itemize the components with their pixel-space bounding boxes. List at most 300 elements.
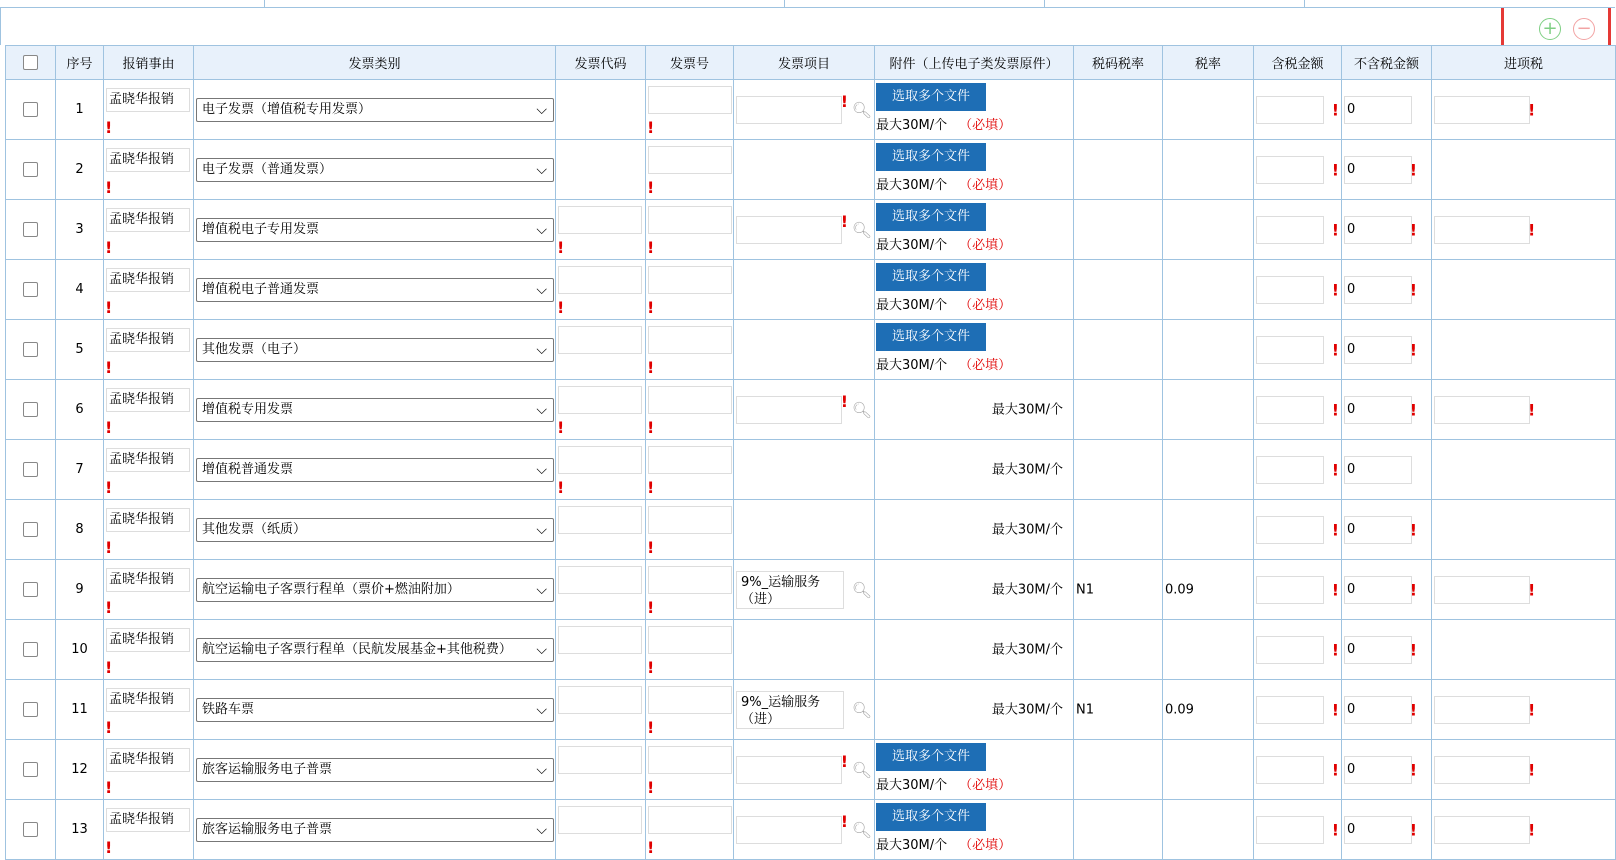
select-files-button[interactable]: 选取多个文件 — [876, 143, 986, 171]
header-invoice-code: 发票代码 — [556, 46, 646, 80]
amount-incl-input[interactable] — [1256, 456, 1324, 484]
input-tax-input[interactable] — [1434, 216, 1530, 244]
invoice-item-cell[interactable] — [734, 500, 875, 560]
amount-incl-input[interactable] — [1256, 516, 1324, 544]
required-marker: ! — [1331, 400, 1339, 419]
reason-cell[interactable] — [104, 440, 194, 500]
required-note: （必填） — [959, 298, 1012, 313]
amount-excl-cell[interactable] — [1342, 680, 1432, 740]
category-select[interactable] — [196, 518, 554, 542]
tax-rate-cell — [1163, 620, 1254, 680]
reason-cell[interactable] — [104, 140, 194, 200]
amount-excl-input[interactable]: 0 — [1344, 276, 1412, 304]
remove-row-button[interactable] — [1573, 18, 1595, 40]
table-row — [6, 200, 1616, 260]
select-files-button[interactable]: 选取多个文件 — [876, 323, 986, 351]
amount-incl-input[interactable] — [1256, 816, 1324, 844]
invoice-code-input[interactable] — [558, 686, 642, 714]
invoice-number-cell[interactable] — [646, 140, 734, 200]
amount-excl-cell[interactable] — [1342, 440, 1432, 500]
select-files-button[interactable]: 选取多个文件 — [876, 803, 986, 831]
attachment-cell — [875, 560, 1074, 620]
row-select-cell[interactable] — [6, 140, 56, 200]
row-checkbox[interactable] — [23, 102, 38, 117]
invoice-number-cell[interactable] — [646, 560, 734, 620]
invoice-number-cell[interactable] — [646, 800, 734, 860]
header-amount-excl-tax: 不含税金额 — [1342, 46, 1432, 80]
invoice-code-input[interactable] — [558, 446, 642, 474]
invoice-number-cell[interactable] — [646, 500, 734, 560]
amount-excl-input[interactable]: 0 — [1344, 516, 1412, 544]
amount-excl-input[interactable]: 0 — [1344, 696, 1412, 724]
invoice-number-cell[interactable] — [646, 440, 734, 500]
category-select[interactable] — [196, 818, 554, 842]
invoice-number-input[interactable] — [648, 446, 732, 474]
category-cell[interactable] — [194, 320, 556, 380]
amount-excl-input[interactable]: 0 — [1344, 456, 1412, 484]
invoice-code-input[interactable] — [558, 206, 642, 234]
attachment-cell — [875, 500, 1074, 560]
invoice-number-input[interactable] — [648, 686, 732, 714]
search-icon[interactable]: 🔍︎ — [851, 700, 872, 719]
reason-input[interactable]: 孟晓华报销 — [106, 268, 190, 292]
row-checkbox[interactable] — [23, 762, 38, 777]
row-checkbox[interactable] — [23, 402, 38, 417]
invoice-number-input[interactable] — [648, 506, 732, 534]
amount-incl-cell[interactable] — [1254, 80, 1342, 140]
tax-rate-cell — [1163, 80, 1254, 140]
amount-excl-input[interactable]: 0 — [1344, 216, 1412, 244]
required-marker: ! — [1409, 280, 1417, 299]
amount-incl-input[interactable] — [1256, 576, 1324, 604]
add-row-button[interactable] — [1539, 18, 1561, 40]
invoice-code-cell[interactable] — [556, 620, 646, 680]
invoice-code-cell[interactable] — [556, 380, 646, 440]
invoice-table — [5, 45, 1616, 860]
required-marker: ! — [1331, 280, 1339, 299]
category-cell[interactable] — [194, 740, 556, 800]
invoice-item-cell[interactable] — [734, 320, 875, 380]
category-value: 电子发票（增值税专用发票） — [202, 101, 372, 117]
invoice-code-input[interactable] — [558, 746, 642, 774]
invoice-code-input[interactable] — [558, 806, 642, 834]
max-size-text: 最大30M/个 — [991, 402, 1063, 418]
amount-incl-input[interactable] — [1256, 336, 1324, 364]
search-icon[interactable]: 🔍︎ — [851, 760, 872, 779]
amount-excl-cell[interactable] — [1342, 200, 1432, 260]
category-select[interactable] — [196, 218, 554, 242]
search-icon[interactable]: 🔍︎ — [851, 220, 872, 239]
select-files-button[interactable]: 选取多个文件 — [876, 743, 986, 771]
required-marker: ! — [647, 598, 655, 617]
reason-cell[interactable] — [104, 620, 194, 680]
invoice-number-cell[interactable] — [646, 380, 734, 440]
category-cell[interactable] — [194, 260, 556, 320]
amount-incl-input[interactable] — [1256, 96, 1324, 124]
required-marker: ! — [1528, 820, 1536, 839]
invoice-number-input[interactable] — [648, 266, 732, 294]
row-select-cell[interactable] — [6, 80, 56, 140]
amount-excl-input[interactable]: 0 — [1344, 156, 1412, 184]
reason-cell[interactable] — [104, 380, 194, 440]
search-icon[interactable]: 🔍︎ — [851, 100, 872, 119]
invoice-item-cell[interactable] — [734, 260, 875, 320]
amount-incl-input[interactable] — [1256, 156, 1324, 184]
invoice-number-input[interactable] — [648, 746, 732, 774]
attachment-cell — [875, 620, 1074, 680]
amount-incl-input[interactable] — [1256, 696, 1324, 724]
reason-cell[interactable] — [104, 260, 194, 320]
invoice-number-input[interactable] — [648, 386, 732, 414]
invoice-code-cell[interactable] — [556, 680, 646, 740]
invoice-code-cell[interactable] — [556, 560, 646, 620]
amount-excl-input[interactable]: 0 — [1344, 336, 1412, 364]
amount-incl-input[interactable] — [1256, 216, 1324, 244]
row-checkbox[interactable] — [23, 342, 38, 357]
row-select-cell[interactable] — [6, 560, 56, 620]
max-size-text: 最大30M/个 — [876, 298, 948, 313]
category-cell[interactable] — [194, 80, 556, 140]
reason-cell[interactable] — [104, 800, 194, 860]
reason-cell[interactable] — [104, 80, 194, 140]
invoice-number-input[interactable] — [648, 146, 732, 174]
input-tax-cell[interactable] — [1432, 260, 1616, 320]
invoice-number-input[interactable] — [648, 566, 732, 594]
category-cell[interactable] — [194, 140, 556, 200]
search-icon[interactable]: 🔍︎ — [851, 580, 872, 599]
attachment-cell — [875, 320, 1074, 380]
amount-incl-cell[interactable] — [1254, 440, 1342, 500]
reason-input[interactable]: 孟晓华报销 — [106, 748, 190, 772]
row-select-cell[interactable] — [6, 380, 56, 440]
invoice-code-input[interactable] — [558, 386, 642, 414]
invoice-item-input[interactable] — [736, 396, 842, 424]
reason-cell[interactable] — [104, 740, 194, 800]
category-select[interactable] — [196, 98, 554, 122]
invoice-code-input[interactable] — [558, 266, 642, 294]
input-tax-cell[interactable] — [1432, 140, 1616, 200]
select-all-checkbox[interactable] — [23, 55, 38, 70]
attachment-cell — [875, 200, 1074, 260]
amount-excl-cell[interactable] — [1342, 260, 1432, 320]
amount-excl-cell[interactable] — [1342, 140, 1432, 200]
required-marker: ! — [105, 418, 113, 437]
row-checkbox[interactable] — [23, 462, 38, 477]
chevron-down-icon: ⌵ — [536, 281, 547, 298]
tax-rate-cell — [1163, 740, 1254, 800]
max-size-text: 最大30M/个 — [991, 522, 1063, 538]
row-select-cell[interactable] — [6, 740, 56, 800]
row-select-cell[interactable] — [6, 620, 56, 680]
max-size-text: 最大30M/个 — [876, 178, 948, 193]
amount-excl-input[interactable]: 0 — [1344, 396, 1412, 424]
required-marker: ! — [647, 358, 655, 377]
invoice-number-cell[interactable] — [646, 80, 734, 140]
chevron-down-icon: ⌵ — [536, 161, 547, 178]
required-marker: ! — [647, 718, 655, 737]
input-tax-input[interactable] — [1434, 696, 1530, 724]
invoice-number-cell[interactable] — [646, 320, 734, 380]
invoice-item-input[interactable] — [736, 96, 842, 124]
max-size-note — [876, 294, 1011, 313]
input-tax-cell[interactable] — [1432, 320, 1616, 380]
category-cell[interactable] — [194, 440, 556, 500]
amount-incl-input[interactable] — [1256, 636, 1324, 664]
invoice-number-cell[interactable] — [646, 200, 734, 260]
invoice-code-input[interactable] — [558, 506, 642, 534]
invoice-code-cell[interactable] — [556, 80, 646, 140]
required-marker: ! — [557, 418, 565, 437]
category-value: 增值税电子专用发票 — [202, 221, 320, 237]
select-files-button[interactable]: 选取多个文件 — [876, 203, 986, 231]
reason-input[interactable]: 孟晓华报销 — [106, 688, 190, 712]
input-tax-cell[interactable] — [1432, 440, 1616, 500]
table-row — [6, 740, 1616, 800]
invoice-number-input[interactable] — [648, 806, 732, 834]
reason-input[interactable]: 孟晓华报销 — [106, 808, 190, 832]
required-marker: ! — [1331, 760, 1339, 779]
amount-incl-cell[interactable] — [1254, 200, 1342, 260]
invoice-code-cell[interactable] — [556, 500, 646, 560]
reason-input[interactable]: 孟晓华报销 — [106, 508, 190, 532]
invoice-code-cell[interactable] — [556, 740, 646, 800]
required-marker: ! — [1528, 220, 1536, 239]
amount-incl-cell[interactable] — [1254, 260, 1342, 320]
invoice-item-cell[interactable] — [734, 440, 875, 500]
input-tax-cell[interactable] — [1432, 200, 1616, 260]
amount-excl-cell[interactable] — [1342, 740, 1432, 800]
minus-circle-icon: − — [1576, 18, 1592, 39]
invoice-code-cell[interactable] — [556, 440, 646, 500]
category-select[interactable] — [196, 278, 554, 302]
amount-incl-cell[interactable] — [1254, 680, 1342, 740]
invoice-number-cell[interactable] — [646, 740, 734, 800]
invoice-item-cell[interactable] — [734, 200, 875, 260]
top-strip-cell — [785, 0, 1045, 8]
category-value: 其他发票（电子） — [202, 341, 307, 357]
invoice-item-cell[interactable] — [734, 800, 875, 860]
category-value: 电子发票（普通发票） — [202, 161, 333, 177]
invoice-code-cell[interactable] — [556, 800, 646, 860]
category-select[interactable] — [196, 638, 554, 662]
category-cell[interactable] — [194, 620, 556, 680]
category-cell[interactable] — [194, 680, 556, 740]
amount-excl-input[interactable]: 0 — [1344, 636, 1412, 664]
invoice-code-cell[interactable] — [556, 200, 646, 260]
reason-input[interactable]: 孟晓华报销 — [106, 88, 190, 112]
tax-rate-cell — [1163, 200, 1254, 260]
amount-excl-cell[interactable] — [1342, 620, 1432, 680]
reason-cell[interactable] — [104, 320, 194, 380]
category-cell[interactable] — [194, 800, 556, 860]
amount-excl-cell[interactable] — [1342, 80, 1432, 140]
attachment-cell — [875, 440, 1074, 500]
invoice-item-cell[interactable] — [734, 560, 875, 620]
row-select-cell[interactable] — [6, 680, 56, 740]
invoice-number-input[interactable] — [648, 626, 732, 654]
category-select[interactable] — [196, 338, 554, 362]
amount-incl-cell[interactable] — [1254, 140, 1342, 200]
input-tax-cell[interactable] — [1432, 560, 1616, 620]
amount-excl-input[interactable]: 0 — [1344, 816, 1412, 844]
max-size-note — [876, 114, 1011, 133]
reason-input[interactable]: 孟晓华报销 — [106, 148, 190, 172]
required-note: （必填） — [959, 778, 1012, 793]
required-marker: ! — [647, 538, 655, 557]
invoice-code-input[interactable] — [558, 626, 642, 654]
attachment-cell — [875, 680, 1074, 740]
amount-incl-cell[interactable] — [1254, 320, 1342, 380]
row-select-cell[interactable] — [6, 320, 56, 380]
search-icon[interactable]: 🔍︎ — [851, 820, 872, 839]
invoice-item-cell[interactable] — [734, 740, 875, 800]
amount-incl-cell[interactable] — [1254, 500, 1342, 560]
row-checkbox[interactable] — [23, 282, 38, 297]
invoice-item-cell[interactable] — [734, 80, 875, 140]
amount-incl-cell[interactable] — [1254, 740, 1342, 800]
required-marker: ! — [1409, 160, 1417, 179]
category-select[interactable] — [196, 578, 554, 602]
input-tax-cell[interactable] — [1432, 620, 1616, 680]
input-tax-cell[interactable] — [1432, 800, 1616, 860]
reason-input[interactable]: 孟晓华报销 — [106, 568, 190, 592]
invoice-number-input[interactable] — [648, 86, 732, 114]
reason-input[interactable]: 孟晓华报销 — [106, 208, 190, 232]
row-select-cell[interactable] — [6, 440, 56, 500]
category-select[interactable] — [196, 398, 554, 422]
search-icon[interactable]: 🔍︎ — [851, 400, 872, 419]
reason-cell[interactable] — [104, 200, 194, 260]
tax-code-cell — [1074, 140, 1163, 200]
invoice-number-cell[interactable] — [646, 680, 734, 740]
category-select[interactable] — [196, 458, 554, 482]
required-marker: ! — [1409, 340, 1417, 359]
chevron-down-icon: ⌵ — [536, 101, 547, 118]
input-tax-cell[interactable] — [1432, 380, 1616, 440]
amount-incl-cell[interactable] — [1254, 380, 1342, 440]
chevron-down-icon: ⌵ — [536, 761, 547, 778]
input-tax-cell[interactable] — [1432, 740, 1616, 800]
invoice-item-input[interactable] — [736, 816, 842, 844]
amount-excl-input[interactable]: 0 — [1344, 576, 1412, 604]
invoice-item-input[interactable] — [736, 216, 842, 244]
invoice-item-cell[interactable] — [734, 620, 875, 680]
amount-excl-cell[interactable] — [1342, 800, 1432, 860]
input-tax-cell[interactable] — [1432, 500, 1616, 560]
required-note: （必填） — [959, 178, 1012, 193]
invoice-item-value[interactable]: 9%_运输服务（进） — [736, 571, 844, 609]
input-tax-input[interactable] — [1434, 96, 1530, 124]
reason-input[interactable]: 孟晓华报销 — [106, 628, 190, 652]
invoice-number-cell[interactable] — [646, 260, 734, 320]
row-select-cell[interactable] — [6, 200, 56, 260]
amount-excl-cell[interactable] — [1342, 500, 1432, 560]
category-cell[interactable] — [194, 380, 556, 440]
row-select-cell[interactable] — [6, 500, 56, 560]
row-select-cell[interactable] — [6, 260, 56, 320]
required-marker: ! — [647, 118, 655, 137]
input-tax-cell[interactable] — [1432, 80, 1616, 140]
category-select[interactable] — [196, 698, 554, 722]
amount-incl-input[interactable] — [1256, 396, 1324, 424]
select-all-header[interactable] — [6, 46, 56, 80]
row-checkbox[interactable] — [23, 642, 38, 657]
invoice-number-input[interactable] — [648, 206, 732, 234]
row-select-cell[interactable] — [6, 800, 56, 860]
row-checkbox[interactable] — [23, 702, 38, 717]
amount-excl-cell[interactable] — [1342, 560, 1432, 620]
max-size-text: 最大30M/个 — [991, 702, 1063, 718]
invoice-number-cell[interactable] — [646, 620, 734, 680]
category-cell[interactable] — [194, 560, 556, 620]
input-tax-cell[interactable] — [1432, 680, 1616, 740]
input-tax-input[interactable] — [1434, 816, 1530, 844]
input-tax-input[interactable] — [1434, 396, 1530, 424]
invoice-number-input[interactable] — [648, 326, 732, 354]
reason-cell[interactable] — [104, 500, 194, 560]
input-tax-input[interactable] — [1434, 576, 1530, 604]
input-tax-input[interactable] — [1434, 756, 1530, 784]
row-checkbox[interactable] — [23, 582, 38, 597]
row-checkbox[interactable] — [23, 222, 38, 237]
invoice-code-cell[interactable] — [556, 260, 646, 320]
invoice-item-cell[interactable] — [734, 680, 875, 740]
row-number: 6 — [56, 380, 104, 440]
tax-code-cell — [1074, 320, 1163, 380]
category-cell[interactable] — [194, 500, 556, 560]
required-note: （必填） — [959, 118, 1012, 133]
amount-incl-cell[interactable] — [1254, 560, 1342, 620]
chevron-down-icon: ⌵ — [536, 221, 547, 238]
select-files-button[interactable]: 选取多个文件 — [876, 263, 986, 291]
required-marker: ! — [647, 178, 655, 197]
amount-excl-input[interactable]: 0 — [1344, 756, 1412, 784]
category-select[interactable] — [196, 158, 554, 182]
invoice-code-input[interactable] — [558, 566, 642, 594]
reason-cell[interactable] — [104, 680, 194, 740]
invoice-item-cell[interactable] — [734, 380, 875, 440]
row-checkbox[interactable] — [23, 822, 38, 837]
reason-cell[interactable] — [104, 560, 194, 620]
invoice-item-cell[interactable] — [734, 140, 875, 200]
category-select[interactable] — [196, 758, 554, 782]
reason-input[interactable]: 孟晓华报销 — [106, 328, 190, 352]
amount-incl-cell[interactable] — [1254, 800, 1342, 860]
amount-excl-cell[interactable] — [1342, 320, 1432, 380]
category-cell[interactable] — [194, 200, 556, 260]
invoice-code-input[interactable] — [558, 326, 642, 354]
required-marker: ! — [1331, 160, 1339, 179]
row-checkbox[interactable] — [23, 522, 38, 537]
select-files-button[interactable]: 选取多个文件 — [876, 83, 986, 111]
amount-incl-input[interactable] — [1256, 756, 1324, 784]
tax-rate-cell — [1163, 680, 1254, 740]
attachment-cell — [875, 740, 1074, 800]
amount-excl-cell[interactable] — [1342, 380, 1432, 440]
required-marker: ! — [840, 392, 848, 411]
amount-incl-input[interactable] — [1256, 276, 1324, 304]
row-checkbox[interactable] — [23, 162, 38, 177]
reason-input[interactable]: 孟晓华报销 — [106, 448, 190, 472]
invoice-code-cell[interactable] — [556, 140, 646, 200]
invoice-item-value[interactable]: 9%_运输服务（进） — [736, 691, 844, 729]
reason-input[interactable]: 孟晓华报销 — [106, 388, 190, 412]
amount-excl-input[interactable]: 0 — [1344, 96, 1412, 124]
tax-rate-cell — [1163, 320, 1254, 380]
invoice-item-input[interactable] — [736, 756, 842, 784]
invoice-code-cell[interactable] — [556, 320, 646, 380]
amount-incl-cell[interactable] — [1254, 620, 1342, 680]
